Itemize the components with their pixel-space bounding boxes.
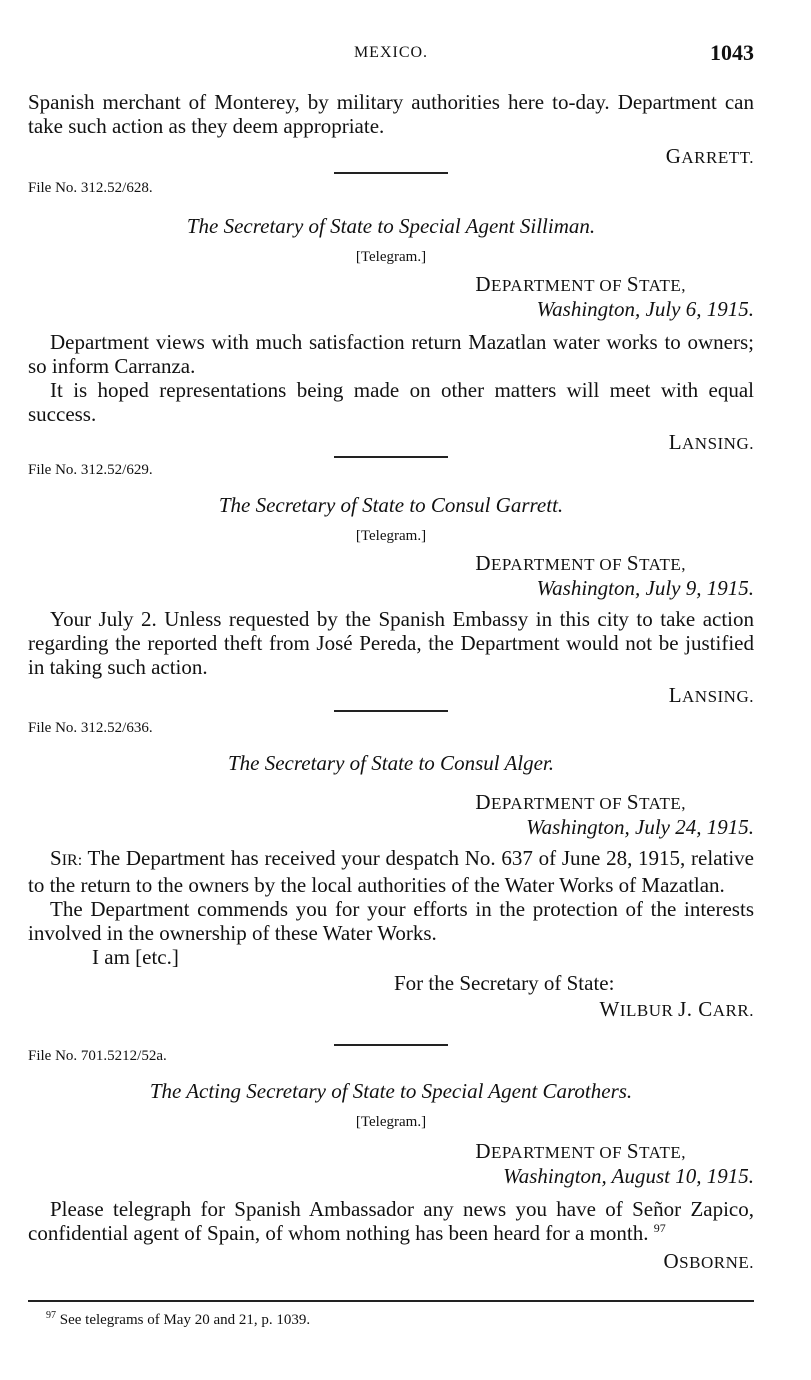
department-line: DEPARTMENT OF STATE,: [475, 790, 686, 814]
file-number: File No. 701.5212/52a.: [28, 1048, 167, 1064]
document-629: [28, 462, 754, 708]
telegram-label: [Telegram.]: [355, 249, 427, 265]
department-line: DEPARTMENT OF STATE,: [475, 551, 686, 575]
file-number: File No. 312.52/628.: [28, 180, 153, 196]
section-divider: [334, 456, 448, 458]
intro-section: [28, 90, 754, 169]
document-heading: The Secretary of State to Consul Alger.: [227, 751, 555, 775]
signature: LANSING.: [668, 430, 754, 454]
department-line: DEPARTMENT OF STATE,: [475, 272, 686, 296]
dateline: Washington, July 6, 1915.: [536, 297, 754, 321]
dateline: Washington, July 9, 1915.: [536, 576, 754, 600]
running-title: MEXICO.: [353, 44, 429, 61]
footnote-text: See telegrams of May 20 and 21, p. 1039.: [59, 1312, 311, 1328]
body-paragraph: Department views with much satisfaction return Mazatlan water works to owners; so inform Carranza.: [28, 330, 754, 378]
document-heading: The Acting Secretary of State to Special Agent Carothers.: [149, 1079, 633, 1103]
body-paragraph: SIR: The Department has received your despatch No. 637 of June 28, 1915, relative to the return to the owners by the local authorities of the Water Works of Mazatlan.: [28, 846, 754, 897]
telegram-label: [Telegram.]: [355, 528, 427, 544]
document-52a: [28, 1048, 754, 1274]
dateline: Washington, August 10, 1915.: [503, 1164, 754, 1188]
page-number: 1043: [710, 40, 754, 65]
document-636: [28, 720, 754, 1022]
document-page: [28, 0, 754, 1380]
document-heading: The Secretary of State to Consul Garrett.: [218, 493, 564, 517]
signature: OSBORNE.: [663, 1249, 754, 1273]
footnote-reference: 97: [653, 1221, 666, 1235]
running-head: [28, 40, 754, 66]
closing-line: I am [etc.]: [92, 945, 179, 969]
body-paragraph: Please telegraph for Spanish Ambassador any news you have of Señor Zapico, confidential agent of Spain, of whom nothing has been heard for a month. $^{97}$: [28, 1197, 754, 1245]
footnote: [46, 1312, 310, 1329]
document-heading: The Secretary of State to Special Agent Silliman.: [186, 214, 596, 238]
section-divider: [334, 710, 448, 712]
document-628: [28, 180, 754, 455]
signature: LANSING.: [668, 683, 754, 707]
for-line: For the Secretary of State:: [394, 971, 615, 995]
body-paragraph: Your July 2. Unless requested by the Spanish Embassy in this city to take action regarding the reported theft from José Pereda, the Department would not be justified in taking such action.: [28, 607, 754, 679]
telegram-label: [Telegram.]: [355, 1114, 427, 1130]
footnote-marker: 97: [46, 1310, 56, 1321]
file-number: File No. 312.52/636.: [28, 720, 153, 736]
department-line: DEPARTMENT OF STATE,: [475, 1139, 686, 1163]
section-divider: [334, 172, 448, 174]
footnote-divider: [28, 1300, 754, 1302]
file-number: File No. 312.52/629.: [28, 462, 153, 478]
signature: WILBUR J. CARR.: [599, 997, 754, 1021]
body-paragraph: It is hoped representations being made on other matters will meet with equal success.: [28, 378, 754, 426]
intro-paragraph: Spanish merchant of Monterey, by military authorities here to-day. Department can take such action as they deem appropriate.: [28, 90, 754, 138]
intro-signature: GARRETT.: [665, 144, 754, 168]
section-divider: [334, 1044, 448, 1046]
dateline: Washington, July 24, 1915.: [526, 815, 754, 839]
body-paragraph: The Department commends you for your efforts in the protection of the interests involved in the ownership of these Water Works.: [28, 897, 754, 945]
